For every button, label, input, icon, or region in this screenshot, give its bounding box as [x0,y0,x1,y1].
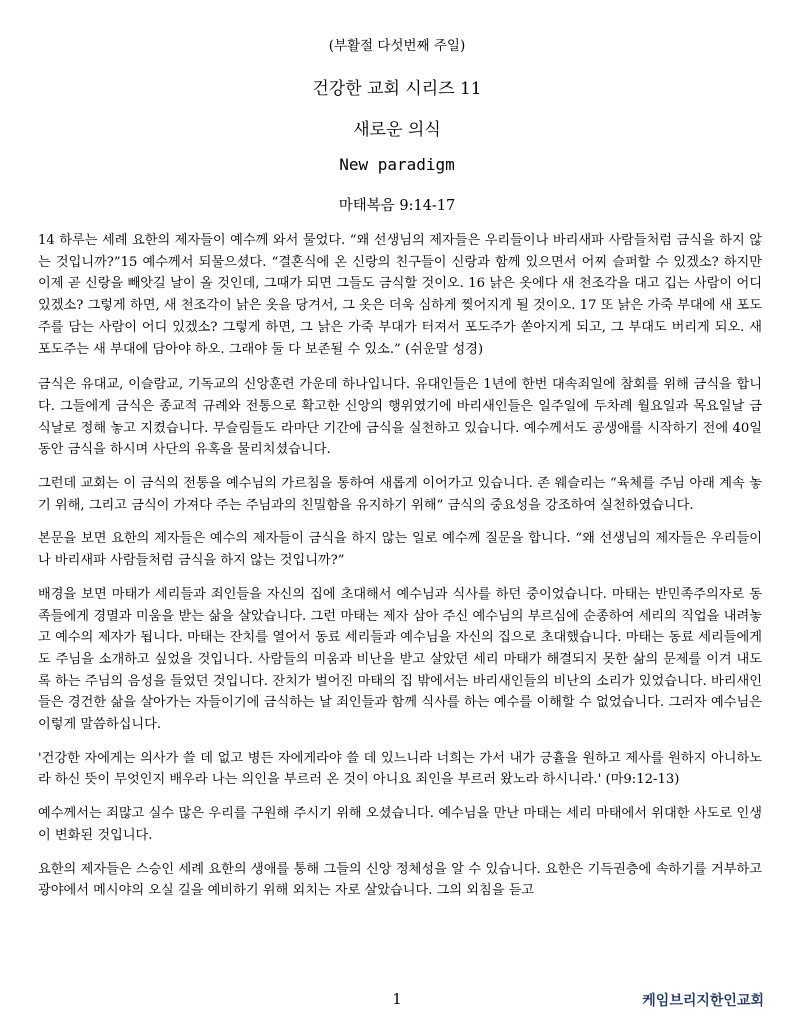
paragraph-church-tradition: 그런데 교회는 이 금식의 전통을 예수님의 가르침을 통하여 새롭게 이어가고 있습니다. 존 웨슬리는 “육체를 주님 아래 계속 놓기 위해, 그리고 금식이 가져다 주는 주님과의 친밀함을 유지하기 위해” 금식의 중요성을 강조하여 실천하였습니다. [38,476,762,513]
paragraph-disciples-question: 본문을 보면 요한의 제자들은 예수의 제자들이 금식을 하지 않는 일로 예수께 질문을 합니다. “왜 선생님의 제자들은 우리들이나 바리새파 사람들처럼 금식을 하지 않는 것입니까?” [38,531,762,569]
sermon-title: 새로운 의식 [353,120,441,140]
paragraph-john-disciples: 요한의 제자들은 스승인 세례 요한의 생애를 통해 그들의 신앙 정체성을 알 수 있습니다. 요한은 기득권층에 속하기를 거부하고 광야에서 메시야의 오실 길을 예비하기 위해 외치는 자로 살았습니다. 그의 외침을 듣고 [38,861,762,899]
page-number: 1 [392,990,402,1008]
paragraph-salvation: 예수께서는 죄많고 실수 많은 우리를 구원해 주시기 위해 오셨습니다. 예수님을 만난 마태는 세리 마태에서 위대한 사도로 인생이 변화된 것입니다. [38,806,762,843]
paragraph-fasting-intro: 금식은 유대교, 이슬람교, 기독교의 신앙훈련 가운데 하나입니다. 유대인들은 1년에 한번 대속죄일에 참회를 위해 금식을 합니다. 그들에게 금식은 종교적 규례와 전통으로 확고한 신앙의 행위였기에 바리새인들은 일주일에 두차례 월요일과 목요일날 금식날로 정해 놓고 지켰습니다. 무슬림들도 라마단 기간에 금식을 실천하고 있습니다. 예수께서도 공생애를 시작하기 전에 40일 동안 금식을 하시며 사단의 유혹을 물리치셨습니다. [38,377,762,458]
paragraph-matthew-background: 배경을 보면 마태가 세리들과 죄인들을 자신의 집에 초대해서 예수님과 식사를 하던 중이었습니다. 마태는 반민족주의자로 동족들에게 경멸과 미움을 받는 삶을 살았습니다. 그런 마태는 제자 삼아 주신 예수님의 부르심에 순종하여 세리의 직업을 내려놓고 예수의 제자가 됩니다. 마태는 잔치를 열어서 동료 세리들과 예수님을 자신의 집으로 초대했습니다. 마태는 동료 세리들에게도 주님을 소개하고 싶었을 것입니다. 사람들의 미움과 비난을 받고 살았던 세리 마태가 해결되지 못한 삶의 문제를 이겨 내도록 하는 주님의 음성을 들었던 것입니다. 잔치가 벌어진 마태의 집 밖에서는 바리새인들의 비난의 소리가 있었습니다. 바리새인들은 경건한 삶을 살아가는 자들이기에 금식하는 날 죄인들과 함께 식사를 하는 예수를 이해할 수 없었습니다. 그러자 예수님은 이렇게 말씀하십니다. [38,586,762,733]
english-title: New paradigm [339,155,455,174]
church-name: 케임브리지한인교회 [642,993,764,1009]
sermon-body [38,230,762,914]
scripture-passage: 14 하루는 세례 요한의 제자들이 예수께 와서 물었다. “왜 선생님의 제자들은 우리들이나 바리새파 사람들처럼 금식을 하지 않는 것입니까?”15 예수께서 되물으셨다. “결혼식에 온 신랑의 친구들이 신랑과 함께 있으면서 어찌 슬퍼할 수 있겠소? 하지만 이제 곧 신랑을 빼앗길 날이 올 것인데, 그때가 되면 그들도 금식할 것이오. 16 낡은 옷에다 새 천조각을 대고 깁는 사람이 어디 있겠소? 그렇게 하면, 새 천조각이 낡은 옷을 당겨서, 그 옷은 더욱 심하게 찢어지게 될 것이오. 17 또 낡은 가죽 부대에 새 포도주를 담는 사람이 어디 있겠소? 그렇게 하면, 그 낡은 가죽 부대가 터져서 포도주가 쏟아지게 되고, 그 부대도 버리게 되오. 새 포도주는 새 부대에 담아야 하오. 그래야 둘 다 보존될 수 있소.” (쉬운말 성경) [38,233,762,357]
series-title: 건강한 교회 시리즈 11 [312,79,482,99]
paragraph-quote: '건강한 자에게는 의사가 쓸 데 없고 병든 자에게라야 쓸 데 있느니라 너희는 가서 내가 긍휼을 원하고 제사를 원하지 아니하노라 하신 뜻이 무엇인지 배우라 나는 의인을 부르러 온 것이 아니요 죄인을 부르러 왔노라 하시니라.' (마9:12-13) [38,750,762,788]
scripture-reference: 마태복음 9:14-17 [338,198,456,214]
sunday-subtitle: (부활절 다섯번째 주일) [328,38,466,54]
